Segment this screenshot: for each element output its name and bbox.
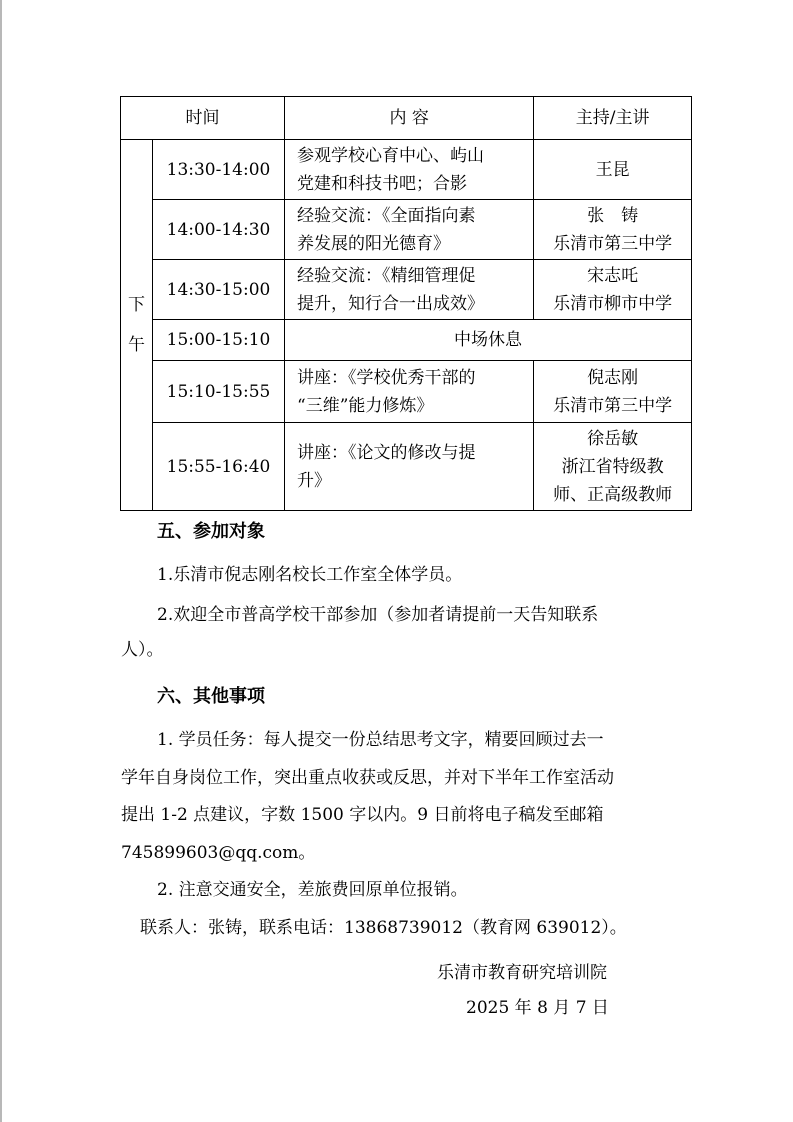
section6-item1-line: 745899603@qq.com。 xyxy=(121,843,316,863)
section5-item: 2.欢迎全市普高学校干部参加（参加者请提前一天告知联系 xyxy=(157,605,599,625)
content-line: 党建和科技书吧；合影 xyxy=(297,173,468,194)
host-line: 乐清市柳市中学 xyxy=(553,293,673,314)
content-line: “三维”能力修炼》 xyxy=(297,395,434,416)
time-cell: 13:30-14:00 xyxy=(152,140,284,200)
table-header-row xyxy=(121,97,692,140)
content-cell xyxy=(285,260,534,320)
section6-item1-line: 提出 1-2 点建议，字数 1500 字以内。9 日前将电子稿发至邮箱 xyxy=(121,805,604,825)
table-row xyxy=(121,200,692,260)
time-cell: 14:30-15:00 xyxy=(152,260,284,320)
time-cell: 15:10-15:55 xyxy=(152,361,284,423)
host-line: 徐岳敏 xyxy=(587,428,639,449)
period-char: 午 xyxy=(127,335,145,355)
table-row xyxy=(121,361,692,423)
page-edge xyxy=(0,0,2,1122)
host-line: 乐清市第三中学 xyxy=(553,395,673,416)
host-cell xyxy=(534,140,692,200)
content-line: 提升，知行合一出成效》 xyxy=(297,293,485,314)
section6-title: 六、其他事项 xyxy=(157,686,265,707)
content-line: 经验交流：《全面指向素 xyxy=(297,205,476,226)
host-line: 乐清市第三中学 xyxy=(553,233,673,254)
contact-line: 联系人：张铸，联系电话：13868739012（教育网 639012）。 xyxy=(140,918,627,938)
host-line: 宋志吒 xyxy=(587,265,639,286)
table-row xyxy=(121,423,692,511)
section6-item1-line: 1. 学员任务：每人提交一份总结思考文字，精要回顾过去一 xyxy=(157,730,604,750)
time-cell: 15:00-15:10 xyxy=(152,320,284,361)
signature-org: 乐清市教育研究培训院 xyxy=(437,963,607,983)
content-line: 经验交流：《精细管理促 xyxy=(297,265,476,286)
host-line: 倪志刚 xyxy=(587,367,639,388)
content-cell xyxy=(285,423,534,511)
schedule-table xyxy=(120,96,692,511)
host-cell xyxy=(534,423,692,511)
signature-date: 2025 年 8 月 7 日 xyxy=(466,998,609,1018)
period-char: 下 xyxy=(127,295,145,315)
host-line: 浙江省特级教 xyxy=(561,456,664,477)
section5-item: 1.乐清市倪志刚名校长工作室全体学员。 xyxy=(157,565,463,585)
section5-item-cont: 人）。 xyxy=(121,640,164,660)
content-cell xyxy=(285,361,534,423)
header-host: 主持/主讲 xyxy=(534,97,692,140)
header-time: 时间 xyxy=(121,97,285,140)
host-line: 师、正高级教师 xyxy=(553,484,673,505)
section5-title: 五、参加对象 xyxy=(157,521,265,542)
table-row xyxy=(121,320,692,361)
table-row xyxy=(121,260,692,320)
host-cell xyxy=(534,200,692,260)
section6-item2: 2. 注意交通安全，差旅费回原单位报销。 xyxy=(157,880,468,900)
content-line: 参观学校心育中心、屿山 xyxy=(297,145,485,166)
content-line: 讲座：《论文的修改与提 xyxy=(297,442,476,463)
break-cell: 中场休息 xyxy=(285,320,692,361)
time-cell: 15:55-16:40 xyxy=(152,423,284,511)
host-cell xyxy=(534,260,692,320)
content-line: 升》 xyxy=(297,470,332,491)
content-line: 养发展的阳光德育》 xyxy=(297,233,451,254)
table-row xyxy=(121,140,692,200)
section6-item1-line: 学年自身岗位工作，突出重点收获或反思，并对下半年工作室活动 xyxy=(121,768,614,788)
content-line: 讲座：《学校优秀干部的 xyxy=(297,367,476,388)
host-line: 王昆 xyxy=(595,159,630,180)
content-cell xyxy=(285,140,534,200)
time-cell: 14:00-14:30 xyxy=(152,200,284,260)
period-cell xyxy=(121,140,153,511)
content-cell xyxy=(285,200,534,260)
host-cell xyxy=(534,361,692,423)
host-line: 张 铸 xyxy=(587,205,639,226)
header-content: 内 容 xyxy=(285,97,534,140)
